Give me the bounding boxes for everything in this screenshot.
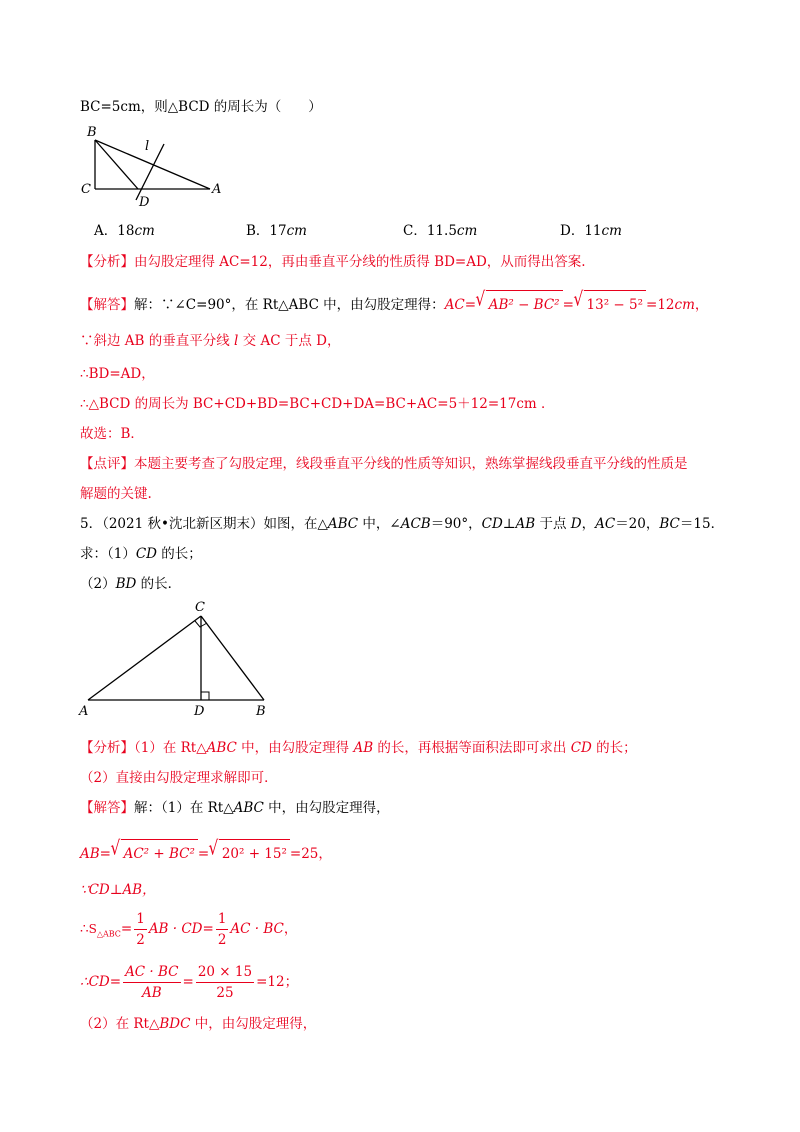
q5-perpendicular: ∵CD⊥AB， — [80, 882, 156, 898]
q4-label-d: D — [139, 195, 150, 210]
q4-solution-line3: ∴BD=AD， — [80, 366, 155, 382]
q5-label-b: B — [256, 704, 266, 719]
q4-label-c: C — [81, 182, 91, 197]
q4-option-b: B．17cm — [246, 223, 307, 239]
q5-ask-2: （2）BD 的长． — [80, 576, 182, 592]
q5-ab-equation: AB=√ AC² + BC² =√ 20² + 15² =25， — [80, 839, 332, 866]
q4-comment-line2: 解题的关键. — [80, 486, 152, 502]
q4-stem-tail: BC=5cm，则△BCD 的周长为（ ） — [80, 99, 322, 115]
q5-right-triangle-figure — [76, 598, 276, 720]
q5-ask-1: 求：（1）CD 的长； — [80, 546, 202, 562]
q4-triangle-figure — [78, 122, 228, 210]
q5-stem: 5．（2021 秋•沈北新区期末）如图，在△ABC 中，∠ACB＝90°，CD⊥AB 于点 D，AC＝20，BC＝15． — [80, 516, 725, 532]
q4-comment-line1: 【点评】本题主要考查了勾股定理，线段垂直平分线的性质等知识，熟练掌握线段垂直平分线的性质是 — [80, 456, 688, 472]
q4-option-a: A．18cm — [94, 223, 155, 239]
q4-option-d: D．11cm — [560, 223, 622, 239]
q5-cd-equation: ∴CD= $\frac{AC \cdot BC}{AB}$ = $\frac{20 \times 15}{25}$ =12； — [80, 964, 299, 1001]
q5-solution-line2: （2）在 Rt△BDC 中，由勾股定理得， — [80, 1016, 317, 1032]
q5-label-d: D — [194, 704, 205, 719]
q4-label-b: B — [87, 125, 97, 140]
q5-label-c: C — [195, 600, 205, 615]
q4-solution-line2: ∵斜边 AB 的垂直平分线 l 交 AC 于点 D， — [80, 333, 341, 349]
q5-label-a: A — [79, 704, 89, 719]
q5-analysis-line1: 【分析】（1）在 Rt△ABC 中，由勾股定理得 AB 的长，再根据等面积法即可求出 CD 的长； — [80, 740, 637, 756]
q4-choice: 故选：B． — [80, 426, 144, 442]
q5-solution-line1: 【解答】解：（1）在 Rt△ABC 中，由勾股定理得， — [80, 800, 390, 816]
q5-analysis-line2: （2）直接由勾股定理求解即可． — [80, 770, 278, 786]
q4-solution-line4: ∴△BCD 的周长为 BC+CD+BD=BC+CD+DA=BC+AC=5＋12=17cm ． — [80, 396, 555, 412]
q4-label-l: l — [145, 139, 150, 154]
q4-label-a: A — [212, 182, 222, 197]
q5-area-equation: $\therefore S_{\triangle ABC}=$ $\frac{1}{2}$ AB · CD= $\frac{1}{2}$ AC · BC， — [80, 911, 298, 948]
q4-analysis: 【分析】由勾股定理得 AC=12，再由垂直平分线的性质得 BD=AD，从而得出答案. — [80, 254, 586, 270]
q4-solution-line1: 【解答】解：∵∠C=90°，在 Rt△ABC 中，由勾股定理得：AC=√ AB² − BC² =√ 13² − 5² =12cm， — [80, 290, 708, 317]
q4-option-c: C．11.5cm — [403, 223, 478, 239]
